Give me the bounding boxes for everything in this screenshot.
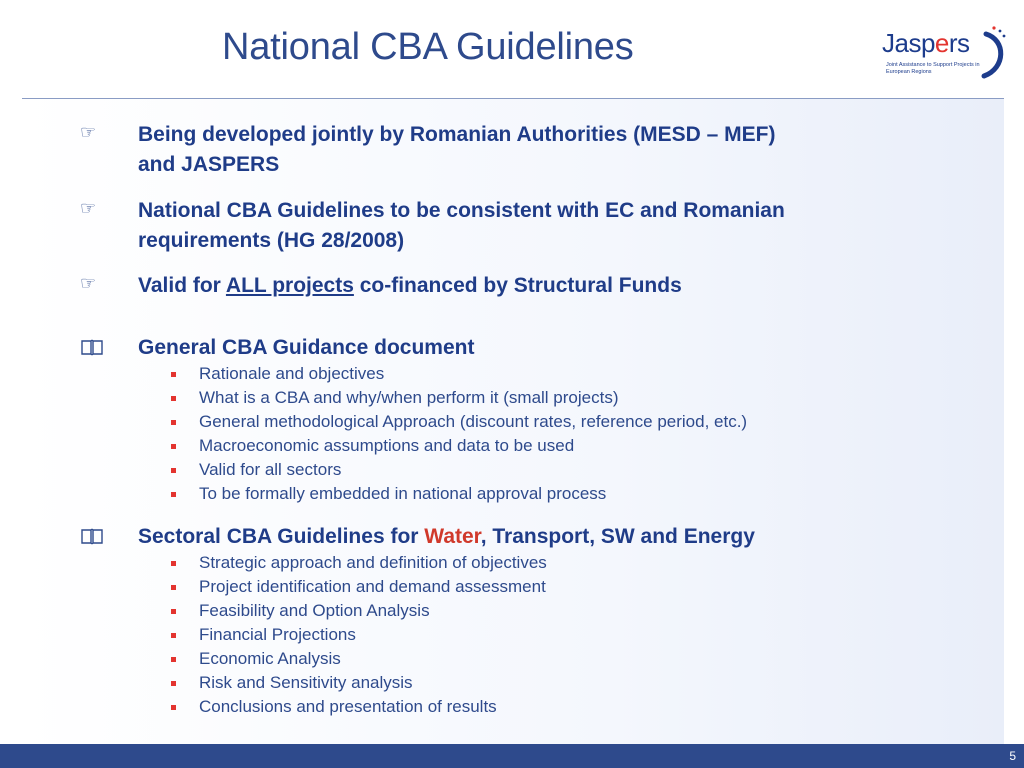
footer-bar <box>0 744 1024 768</box>
pointing-hand-icon: ☞ <box>80 122 97 143</box>
square-bullet-icon <box>171 633 176 638</box>
bullet-text: Being developed jointly by Romanian Authorities (MESD – MEF) and JASPERS <box>138 123 776 176</box>
all-projects-emphasis: ALL projects <box>225 274 354 297</box>
list-item: Feasibility and Option Analysis <box>0 600 1024 624</box>
pointing-hand-icon: ☞ <box>80 273 97 294</box>
square-bullet-icon <box>171 492 176 497</box>
square-bullet-icon <box>171 444 176 449</box>
square-bullet-icon <box>171 705 176 710</box>
book-icon <box>80 527 104 545</box>
square-bullet-icon <box>171 372 176 377</box>
logo-subtitle: Joint Assistance to Support Projects in European Regions <box>886 62 980 75</box>
list-item: Rationale and objectives <box>0 363 1024 387</box>
square-bullet-icon <box>171 396 176 401</box>
list-item: Strategic approach and definition of objectives <box>0 552 1024 576</box>
logo-swirl-icon <box>980 24 1008 80</box>
square-bullet-icon <box>171 561 176 566</box>
list-item: Economic Analysis <box>0 648 1024 672</box>
square-bullet-icon <box>171 657 176 662</box>
square-bullet-icon <box>171 585 176 590</box>
book-icon <box>80 338 104 356</box>
bullet-text: Valid for ALL projects co-financed by Structural Funds <box>138 274 682 297</box>
bullet-text: General CBA Guidance document <box>138 336 475 359</box>
list-item: Project identification and demand assessment <box>0 576 1024 600</box>
jaspers-logo <box>880 20 1010 82</box>
square-bullet-icon <box>171 681 176 686</box>
list-item: Conclusions and presentation of results <box>0 696 1024 720</box>
square-bullet-icon <box>171 420 176 425</box>
bullet-text: Sectoral CBA Guidelines for Water, Transport, SW and Energy <box>138 525 755 548</box>
list-item: What is a CBA and why/when perform it (small projects) <box>0 387 1024 411</box>
slide-title: National CBA Guidelines <box>222 26 634 68</box>
list-item: Macroeconomic assumptions and data to be used <box>0 435 1024 459</box>
logo-wordmark: Jaspers <box>882 28 970 58</box>
list-item: To be formally embedded in national approval process <box>0 483 1024 507</box>
list-item: Financial Projections <box>0 624 1024 648</box>
list-item: General methodological Approach (discount rates, reference period, etc.) <box>0 411 1024 435</box>
title-divider <box>22 98 1004 99</box>
page-number: 5 <box>1009 749 1016 763</box>
pointing-hand-icon: ☞ <box>80 198 97 219</box>
list-item: Valid for all sectors <box>0 459 1024 483</box>
bullet-text: National CBA Guidelines to be consistent with EC and Romanian requirements (HG 28/2008) <box>138 199 785 252</box>
square-bullet-icon <box>171 609 176 614</box>
square-bullet-icon <box>171 468 176 473</box>
list-item: Risk and Sensitivity analysis <box>0 672 1024 696</box>
water-highlight: Water <box>424 525 481 548</box>
